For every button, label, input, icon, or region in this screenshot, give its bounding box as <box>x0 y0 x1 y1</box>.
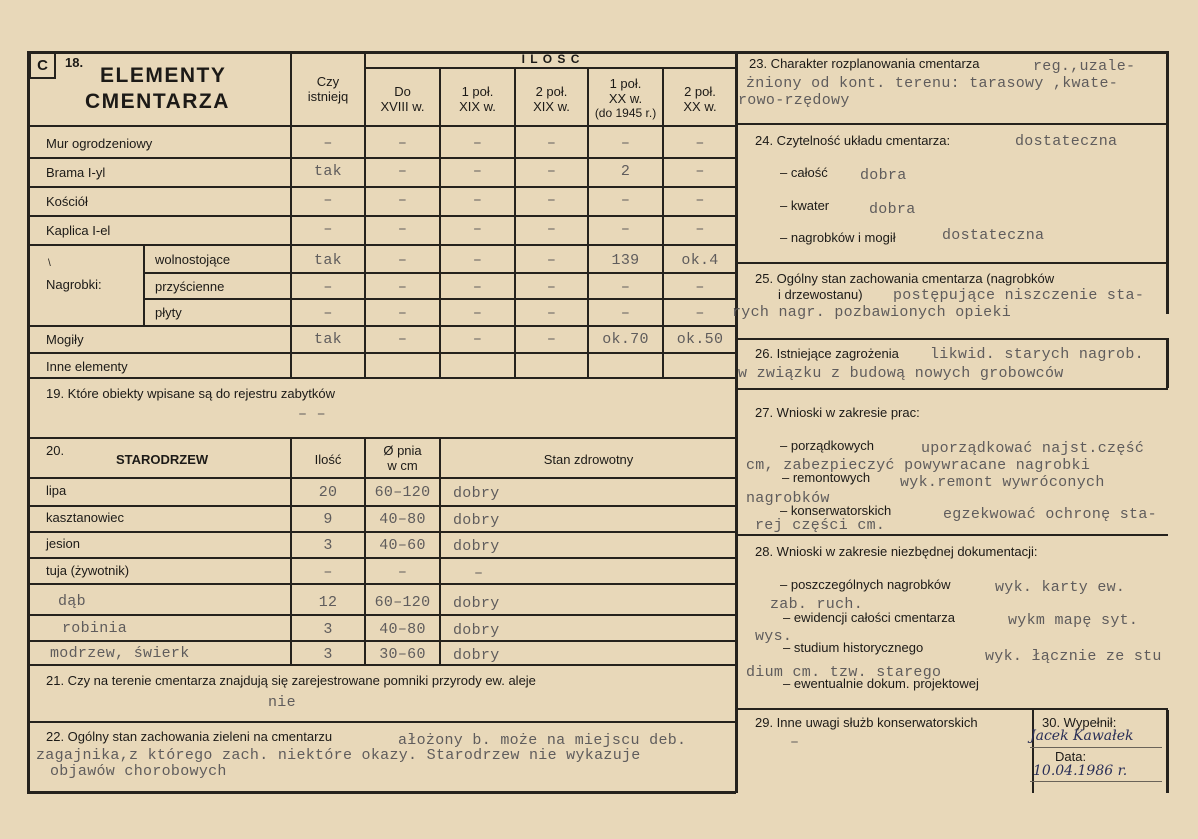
row-line-8 <box>29 352 736 354</box>
s28-item-ewidencji: – ewidencji całości cmentarza <box>783 610 955 625</box>
s18-nagrobki-divider <box>143 244 145 325</box>
s20-ilosc-cell: 12 <box>318 594 338 611</box>
s22-label: 22. Ogólny stan zachowania zieleni na cmentarzu <box>46 729 333 744</box>
row-label-kosciol: Kościół <box>46 194 88 209</box>
row-label-kaplica: Kaplica I-el <box>46 223 111 238</box>
s24-answer: dostateczna <box>1015 133 1118 150</box>
s28-item-studium: – studium historycznego <box>783 640 924 655</box>
s27-answer-2b: nagrobków <box>746 490 830 507</box>
s28-item-nagrobkow: – poszczególnych nagrobków <box>780 577 951 592</box>
s20-stan-cell: dobry <box>453 538 500 555</box>
row-line-7 <box>29 325 736 327</box>
s25-answer-line2: rych nagr. pozbawionych opieki <box>732 304 1012 321</box>
s24-answer-kwater: dobra <box>869 201 916 218</box>
period-4-l2: XX w. <box>608 91 643 106</box>
s18-cell: – <box>397 279 408 296</box>
s20-pnia-cell: – <box>397 564 408 581</box>
s20-pnia-unit: w cm <box>387 458 418 473</box>
s24-bottom <box>737 262 1168 264</box>
row-line-1 <box>29 157 736 159</box>
s23-answer-line1: reg.,uzale- <box>1033 58 1136 75</box>
s18-cell: – <box>620 305 631 322</box>
s25-label-line2: i drzewostanu) <box>778 287 863 302</box>
s20-stan-cell: dobry <box>453 647 500 664</box>
s24-item-kwater: – kwater <box>780 198 830 213</box>
row-label-inne: Inne elementy <box>46 359 128 374</box>
s28-answer-1b: zab. ruch. <box>770 596 864 613</box>
s20-ilosc-cell: 3 <box>323 646 333 663</box>
frame-right-bottom <box>1166 710 1169 793</box>
s18-czy-header: Czy <box>316 74 340 89</box>
s27-answer-1: uporządkować najst.część <box>921 440 1145 457</box>
s20-bottom <box>29 664 736 666</box>
s24-item-nagrobkow: – nagrobków i mogił <box>780 230 896 245</box>
s27-answer-3: egzekwować ochronę sta- <box>943 506 1157 523</box>
s18-cell: – <box>397 192 408 209</box>
s18-cell: – <box>620 279 631 296</box>
s18-cell: ok.50 <box>676 331 724 348</box>
period-5-l2: XX w. <box>683 99 717 114</box>
period-3-l2: XIX w. <box>533 99 570 114</box>
s28-answer-1: wyk. karty ew. <box>995 579 1126 596</box>
s18-cell: tak <box>314 163 342 180</box>
s18-cell: – <box>397 163 408 180</box>
s18-cell: – <box>323 221 333 238</box>
s20-stan-cell: dobry <box>453 485 500 502</box>
s20-stan-header: Stan zdrowotny <box>543 452 634 467</box>
s18-title-line2: CMENTARZA <box>85 90 230 113</box>
s20-stan-cell: dobry <box>453 512 500 529</box>
s30-signature: Jacek Kawałek <box>1030 728 1134 744</box>
s26-answer-line1: likwid. starych nagrob. <box>930 346 1144 363</box>
s26-answer-line2: w związku z budową nowych grobowców <box>738 365 1064 382</box>
s18-cell: – <box>695 135 705 152</box>
s30-signature-line <box>1030 747 1162 748</box>
s20-row-line-3 <box>29 557 736 559</box>
s20-tree-name: lipa <box>46 483 67 498</box>
s18-cell: – <box>695 279 705 296</box>
s20-pnia-cell: 60–120 <box>374 594 431 611</box>
s24-label: 24. Czytelność układu cmentarza: <box>755 133 951 148</box>
s18-cell: – <box>397 221 408 238</box>
s23-answer-line3: rowo-rzędowy <box>738 92 850 109</box>
s18-header-bottom <box>29 125 736 127</box>
mark-tick: \ <box>48 258 51 269</box>
s18-cell: – <box>472 163 483 180</box>
s20-pnia-cell: 40–80 <box>379 621 426 638</box>
s20-ilosc-cell: – <box>323 564 333 581</box>
s23-answer-line2: żniony od kont. terenu: tarasowy ,kwate- <box>746 75 1119 92</box>
s20-stan-cell: – <box>474 565 484 582</box>
s25-bottom <box>737 338 1168 340</box>
s25-label-line1: 25. Ogólny stan zachowania cmentarza (nagrobków <box>755 271 1055 286</box>
s18-cell: – <box>620 221 631 238</box>
s30-date-line <box>1030 781 1162 782</box>
s18-cell: – <box>472 135 483 152</box>
s27-item-konserwatorskich: – konserwatorskich <box>780 503 892 518</box>
s20-top <box>29 437 736 439</box>
s27-label: 27. Wnioski w zakresie prac: <box>755 405 920 420</box>
s19-label: 19. Które obiekty wpisane są do rejestru zabytków <box>46 386 336 401</box>
s20-tree-name: robinia <box>62 620 128 637</box>
s29-label: 29. Inne uwagi służb konserwatorskich <box>755 715 978 730</box>
s21-answer: nie <box>268 694 296 711</box>
s25-answer-line1: postępujące niszczenie sta- <box>893 287 1145 304</box>
s27-answer-2: wyk.remont wywróconych <box>900 474 1105 491</box>
row-label-brama: Brama I-yl <box>46 165 106 180</box>
s18-cell: – <box>546 163 557 180</box>
s18-cell: – <box>397 252 408 269</box>
s18-cell: ok.4 <box>681 252 719 269</box>
s30-label: 30. Wypełnił: <box>1042 715 1117 730</box>
s20-pnia-cell: 30–60 <box>379 646 426 663</box>
s27-item-porzadkowych: – porządkowych <box>780 438 874 453</box>
s30-date: 10.04.1986 r. <box>1033 763 1128 779</box>
s24-item-calosc: – całość <box>780 165 828 180</box>
period-1-l2: XVIII w. <box>380 99 425 114</box>
s20-stan-cell: dobry <box>453 622 500 639</box>
s18-cell: – <box>546 279 557 296</box>
s18-cell: – <box>546 252 557 269</box>
s20-tree-name: kasztanowiec <box>46 510 125 525</box>
s18-cell: – <box>472 279 483 296</box>
s24-answer-nagrobkow: dostateczna <box>942 227 1045 244</box>
s24-answer-calosc: dobra <box>860 167 907 184</box>
s20-pnia-cell: 60–120 <box>374 484 431 501</box>
s18-cell: tak <box>314 252 342 269</box>
s20-row-line-5 <box>29 614 736 616</box>
s18-title-line1: ELEMENTY <box>100 64 227 87</box>
s18-cell: – <box>546 331 557 348</box>
s26-bottom <box>737 388 1168 390</box>
s27-answer-1b: cm, zabezpieczyć powywracane nagrobki <box>746 457 1091 474</box>
s22-line2: zagajnika,z którego zach. niektóre okazy. Starodrzew nie wykazuje <box>36 747 641 764</box>
s28-answer-3: wyk. łącznie ze stu <box>985 648 1162 665</box>
s26-label: 26. Istniejące zagrożenia <box>755 346 899 361</box>
s18-number: 18. <box>65 55 84 70</box>
s28-label: 28. Wnioski w zakresie niezbędnej dokumentacji: <box>755 544 1038 559</box>
s18-bottom <box>29 377 736 379</box>
s18-cell: – <box>397 135 408 152</box>
period-1-l1: Do <box>394 84 411 99</box>
s23-bottom <box>737 123 1168 125</box>
period-4-l1: 1 poł. <box>609 76 642 91</box>
s18-ilosc-header: I L O Ś C <box>521 52 581 66</box>
s18-cell: – <box>397 305 408 322</box>
s18-istnieja-header: istniejq <box>307 89 349 104</box>
s18-cell: – <box>695 305 705 322</box>
s20-ilosc-header: Ilość <box>314 452 342 467</box>
row-label-nagrobki: Nagrobki: <box>46 277 102 292</box>
s20-row-line-1 <box>29 505 736 507</box>
s18-cell: tak <box>314 331 342 348</box>
s20-ilosc-cell: 3 <box>323 621 333 638</box>
row-label-wolnostojace: wolnostojące <box>155 252 231 267</box>
row-label-mur: Mur ogrodzeniowy <box>46 136 153 151</box>
s18-cell: 2 <box>620 163 631 180</box>
s20-tree-name: modrzew, świerk <box>50 645 190 662</box>
s20-tree-name: jesion <box>46 536 80 551</box>
s20-tree-name: dąb <box>58 593 86 610</box>
row-line-6 <box>143 298 736 300</box>
frame-left <box>27 51 30 793</box>
s20-row-line-6 <box>29 640 736 642</box>
s18-cell: – <box>323 192 333 209</box>
s18-cell: – <box>695 221 705 238</box>
s18-cell: – <box>472 252 483 269</box>
s20-row-line-2 <box>29 531 736 533</box>
period-2-l2: XIX w. <box>459 99 496 114</box>
s19-answer: – – <box>298 406 326 423</box>
s29-answer: – <box>790 734 800 751</box>
s20-header-bottom <box>29 477 736 479</box>
s20-number: 20. <box>46 443 65 458</box>
s27-bottom <box>737 534 1168 536</box>
s22-line1: ałożony b. może na miejscu deb. <box>398 732 687 749</box>
row-line-2 <box>29 186 736 188</box>
frame-right-top <box>1166 51 1169 314</box>
period-2-l1: 1 poł. <box>461 84 494 99</box>
s18-cell: – <box>323 279 333 296</box>
s18-cell: – <box>620 192 631 209</box>
s20-pnia-header: Ø pnia <box>383 443 422 458</box>
s18-cell: – <box>472 192 483 209</box>
s20-ilosc-cell: 3 <box>323 537 333 554</box>
s18-cell: 139 <box>611 252 640 269</box>
s18-cell: – <box>472 331 483 348</box>
frame-bottom-left <box>27 791 736 794</box>
s27-item-remontowych: – remontowych <box>782 470 871 485</box>
s20-pnia-cell: 40–60 <box>379 537 426 554</box>
s20-ilosc-cell: 9 <box>323 511 333 528</box>
s20-pnia-cell: 40–80 <box>379 511 426 528</box>
s18-cell: – <box>323 135 333 152</box>
s18-cell: – <box>323 305 333 322</box>
period-5-l1: 2 poł. <box>684 84 716 99</box>
s22-line3: objawów chorobowych <box>50 763 227 780</box>
s23-label: 23. Charakter rozplanowania cmentarza <box>749 56 980 71</box>
period-4-l3: (do 1945 r.) <box>594 106 657 120</box>
s28-answer-2b: wys. <box>755 628 793 645</box>
s20-stan-cell: dobry <box>453 595 500 612</box>
frame-right-mid <box>1166 338 1169 388</box>
s20-col-stan <box>439 437 441 664</box>
row-line-4 <box>29 244 736 246</box>
s18-cell: – <box>620 135 631 152</box>
s18-cell: – <box>472 221 483 238</box>
s18-cell: – <box>472 305 483 322</box>
s18-cell: – <box>546 221 557 238</box>
row-label-plyty: płyty <box>155 305 182 320</box>
row-line-5 <box>143 272 736 274</box>
s21-label: 21. Czy na terenie cmentarza znajdują się zarejestrowane pomniki przyrody ew. aleje <box>46 673 536 688</box>
s20-tree-name: tuja (żywotnik) <box>46 563 130 578</box>
row-label-przyscienne: przyścienne <box>155 279 225 294</box>
s21-bottom <box>29 721 736 723</box>
s18-cell: – <box>695 192 705 209</box>
row-label-mogily: Mogiły <box>46 332 84 347</box>
row-line-3 <box>29 215 736 217</box>
s28-bottom <box>737 708 1168 710</box>
s30-data-label: Data: <box>1055 749 1087 764</box>
s20-ilosc-cell: 20 <box>318 484 338 501</box>
s18-cell: – <box>546 192 557 209</box>
s18-cell: – <box>397 331 408 348</box>
s28-answer-3b: dium cm. tzw. starego <box>746 664 942 681</box>
s18-cell: – <box>546 135 557 152</box>
s20-title: STARODRZEW <box>116 452 209 467</box>
section-c-box: C <box>29 52 56 79</box>
s28-item-projektowej: – ewentualnie dokum. projektowej <box>783 676 979 691</box>
period-3-l1: 2 poł. <box>535 84 568 99</box>
s18-ilosc-line <box>364 67 736 69</box>
s28-answer-2: wykm mapę syt. <box>1008 612 1139 629</box>
s27-answer-3b: rej części cm. <box>755 517 886 534</box>
s18-cell: – <box>546 305 557 322</box>
s18-cell: – <box>695 163 705 180</box>
s18-cell: ok.70 <box>602 331 649 348</box>
s20-row-line-4 <box>29 583 736 585</box>
